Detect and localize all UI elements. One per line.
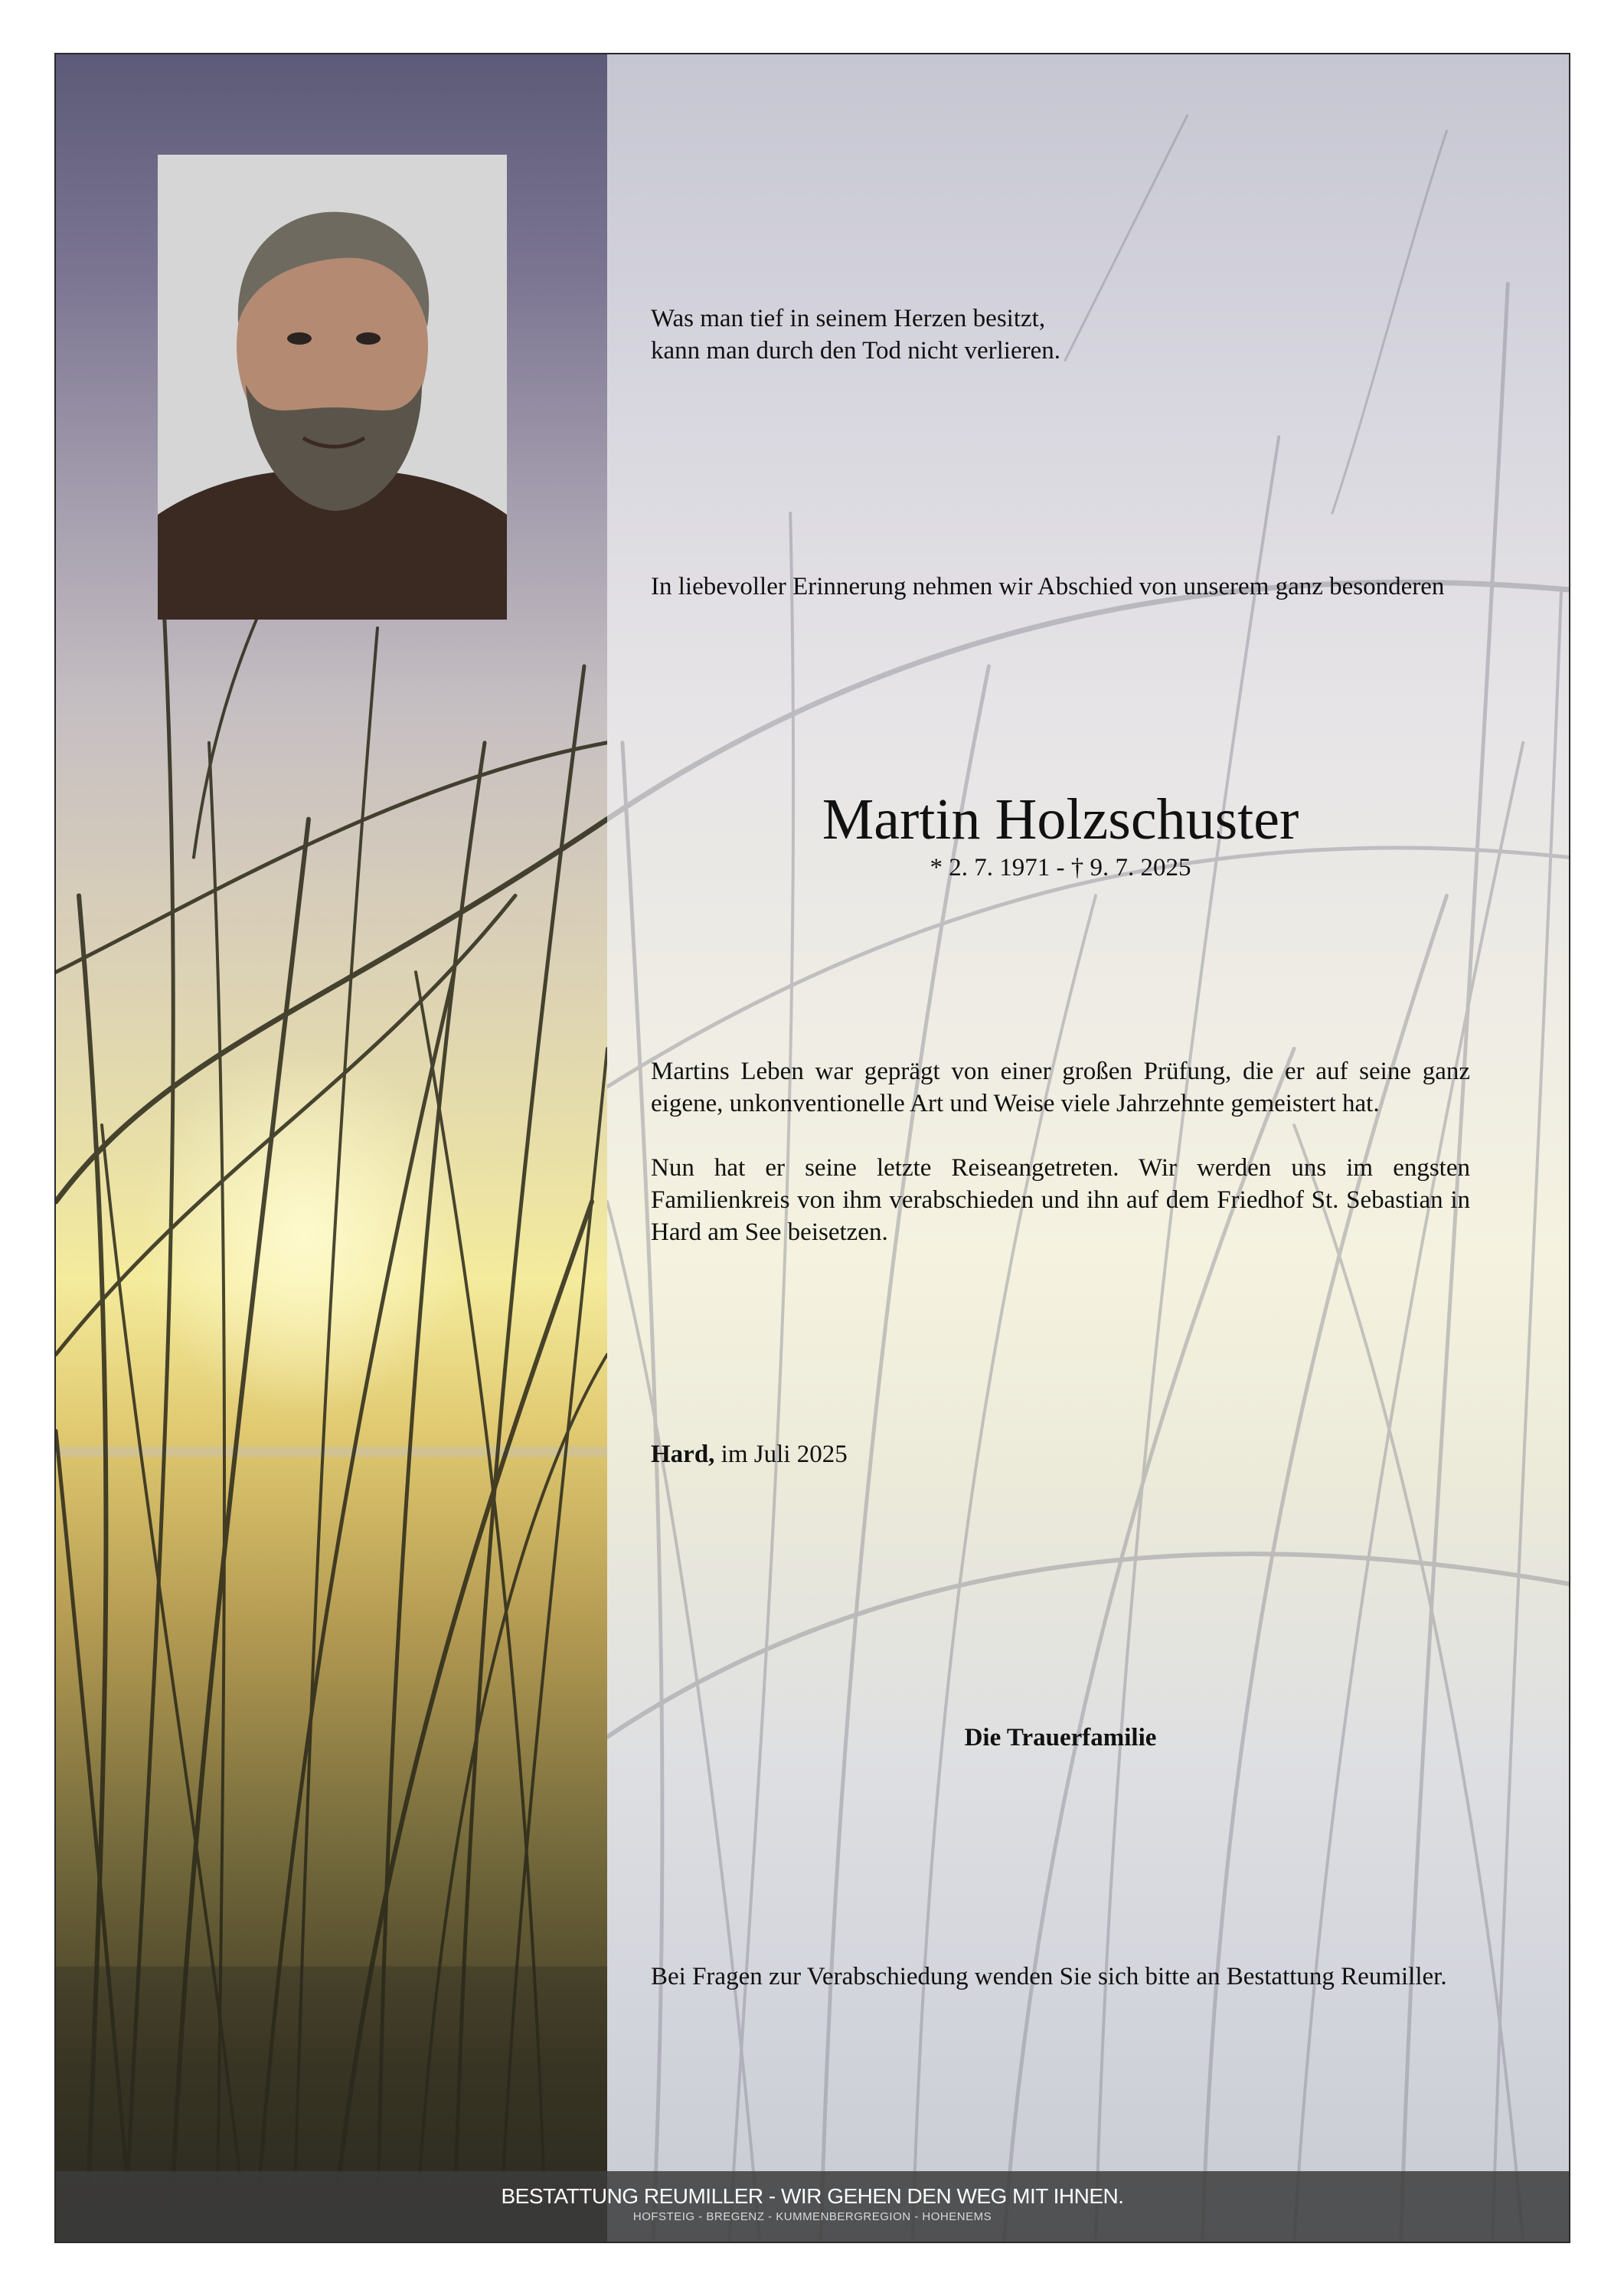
place-date-text: im Juli 2025 bbox=[714, 1441, 848, 1468]
deceased-name: Martin Holzschuster bbox=[822, 787, 1299, 852]
contact-note: Bei Fragen zur Verabschiedung wenden Sie sich bitte an Bestattung Reumiller. bbox=[651, 1963, 1447, 1990]
signature: Die Trauerfamilie bbox=[964, 1724, 1157, 1751]
sunset-grass-background bbox=[56, 54, 607, 2242]
place-name: Hard, bbox=[651, 1441, 715, 1468]
footer-bar bbox=[56, 2171, 1569, 2242]
intro-text: In liebevoller Erinnerung nehmen wir Abschied von unserem ganz besonderen bbox=[651, 573, 1445, 600]
portrait-photo bbox=[158, 155, 507, 620]
bio-paragraph-2: Nun hat er seine letzte Reiseangetreten. Wir werden uns im engsten Familienkreis von ihm verabschieden und ihn auf dem Friedhof St. Sebastian in Hard am See beisetzen. bbox=[651, 1154, 1470, 1246]
deceased-heading bbox=[651, 785, 1470, 885]
quote-line-2: kann man durch den Tod nicht verlieren. bbox=[651, 337, 1060, 365]
place-date bbox=[651, 1438, 1187, 1470]
footer-subtitle: HOFSTEIG - BREGENZ - KUMMENBERGREGION - HOHENEMS bbox=[632, 2210, 992, 2223]
biography bbox=[651, 1055, 1470, 1280]
footer-title: BESTATTUNG REUMILLER - WIR GEHEN DEN WEG MIT IHNEN. bbox=[501, 2184, 1124, 2208]
memorial-quote bbox=[651, 303, 1478, 367]
bio-paragraph-1: Martins Leben war geprägt von einer großen Prüfung, die er auf seine ganz eigene, unkonventionelle Art und Weise viele Jahrzehnte gemeistert hat. bbox=[651, 1058, 1470, 1117]
quote-line-1: Was man tief in seinem Herzen besitzt, bbox=[651, 305, 1046, 332]
life-dates: * 2. 7. 1971 - † 9. 7. 2025 bbox=[930, 854, 1191, 881]
portrait-illustration bbox=[158, 155, 507, 620]
